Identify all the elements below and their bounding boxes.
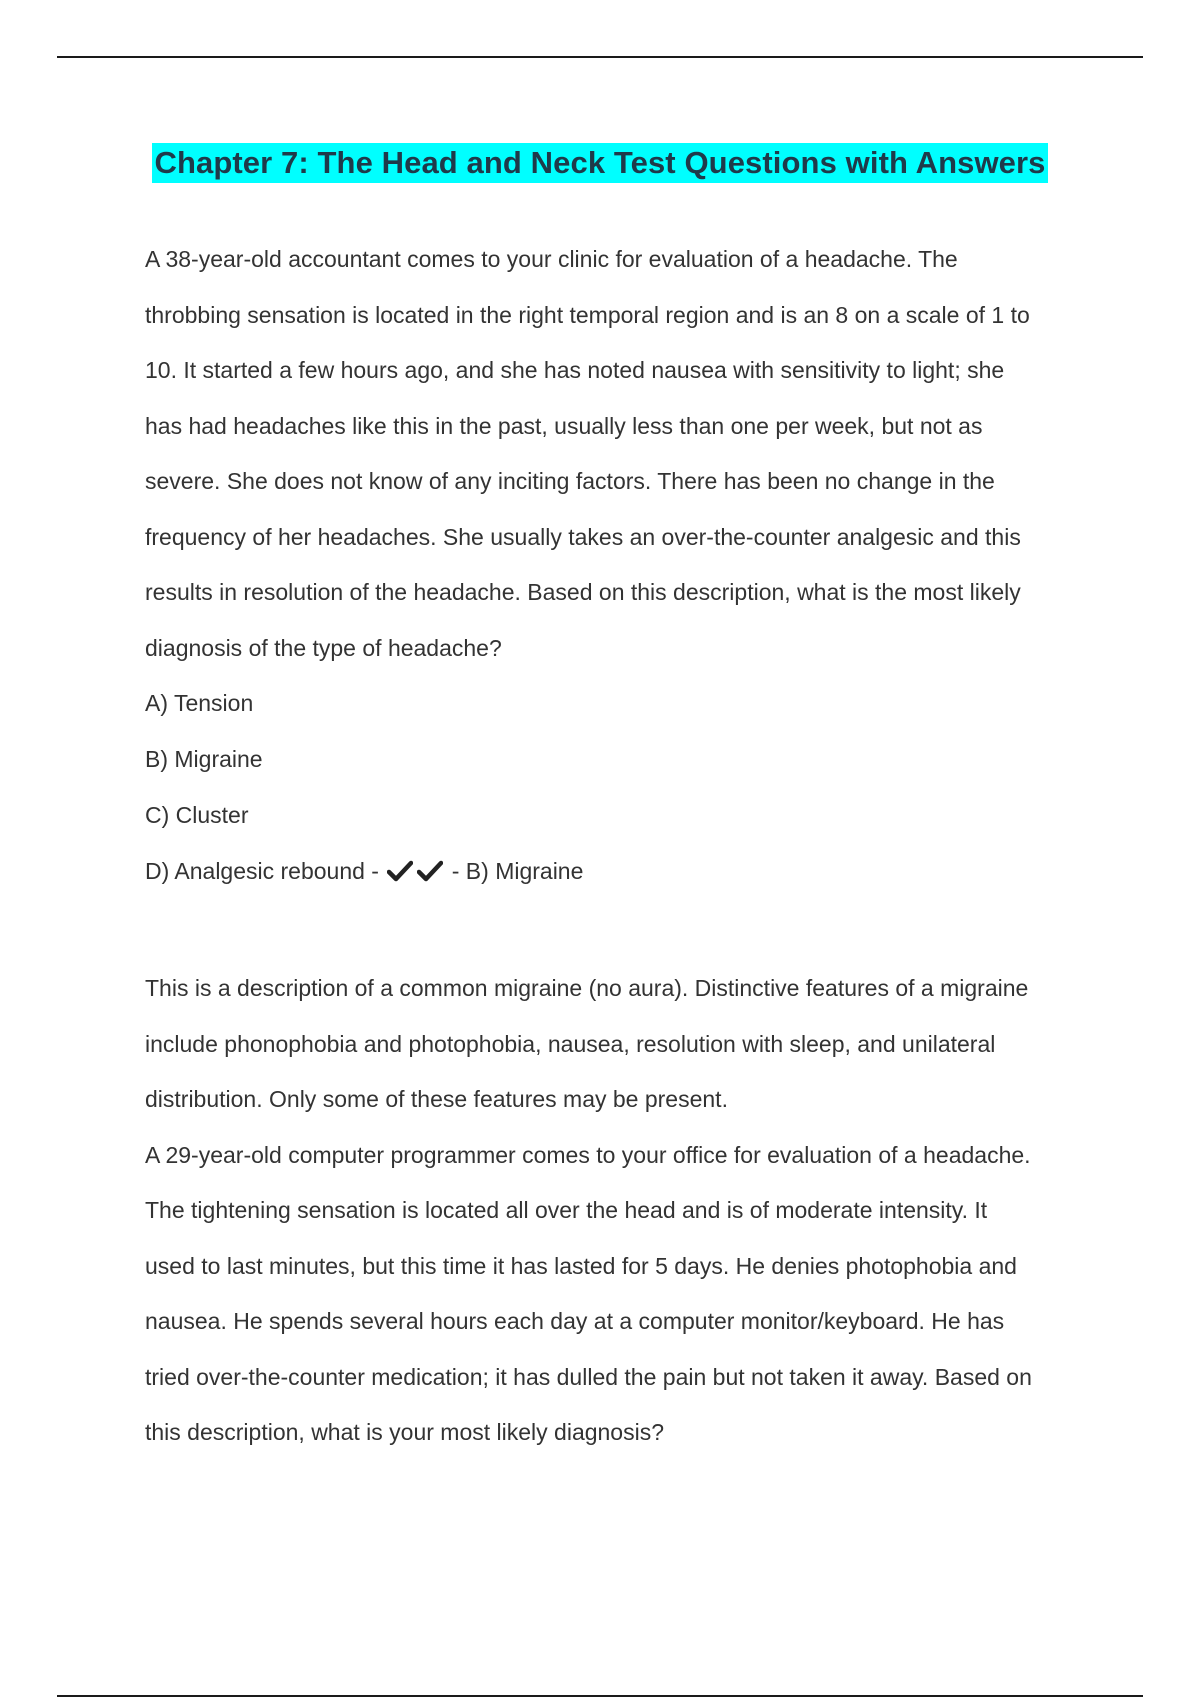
question-1-line: throbbing sensation is located in the right temporal region and is an 8 on a scale of 1 to [145, 301, 1030, 328]
question-1-line: results in resolution of the headache. Based on this description, what is the most likely [145, 579, 1021, 605]
page-title: Chapter 7: The Head and Neck Test Questions with Answers [152, 143, 1047, 183]
bottom-divider [57, 1695, 1143, 1697]
question-2-line: this description, what is your most likely diagnosis? [145, 1419, 665, 1445]
option-c: C) Cluster [145, 802, 249, 828]
question-1-line: 10. It started a few hours ago, and she has noted nausea with sensitivity to light; she [145, 357, 1005, 383]
spacer [145, 900, 1085, 961]
answer-text: - B) Migraine [451, 858, 584, 884]
question-2-line: used to last minutes, but this time it has lasted for 5 days. He denies photophobia and [145, 1252, 1017, 1279]
question-2-line: nausea. He spends several hours each day at a computer monitor/keyboard. He has [145, 1308, 1005, 1334]
question-1-line: frequency of her headaches. She usually takes an over-the-counter analgesic and this [145, 523, 1021, 550]
check-icon [387, 860, 413, 882]
question-2-line: A 29-year-old computer programmer comes to your office for evaluation of a headache. [145, 1141, 1031, 1168]
explanation-line: include phonophobia and photophobia, nausea, resolution with sleep, and unilateral [145, 1030, 996, 1057]
explanation-line: This is a description of a common migraine (no aura). Distinctive features of a migraine [145, 975, 1029, 1001]
title-container [0, 143, 1200, 183]
option-d-with-answer [145, 844, 1085, 900]
option-d: D) Analgesic rebound - [145, 858, 379, 884]
check-icon [417, 860, 443, 882]
document-body [145, 232, 1085, 1461]
explanation-line: distribution. Only some of these features may be present. [145, 1086, 728, 1112]
question-2-line: tried over-the-counter medication; it has dulled the pain but not taken it away. Based on [145, 1363, 1032, 1390]
top-divider [57, 56, 1143, 58]
option-a: A) Tension [145, 690, 254, 716]
option-b: B) Migraine [145, 746, 263, 772]
question-2-line: The tightening sensation is located all over the head and is of moderate intensity. It [145, 1197, 988, 1223]
question-1-line: diagnosis of the type of headache? [145, 634, 502, 661]
question-2 [145, 1128, 1085, 1461]
question-1 [145, 232, 1085, 1128]
question-1-line: has had headaches like this in the past, usually less than one per week, but not as [145, 412, 983, 439]
question-1-line: severe. She does not know of any inciting factors. There has been no change in the [145, 468, 995, 494]
question-1-line: A 38-year-old accountant comes to your clinic for evaluation of a headache. The [145, 246, 958, 272]
